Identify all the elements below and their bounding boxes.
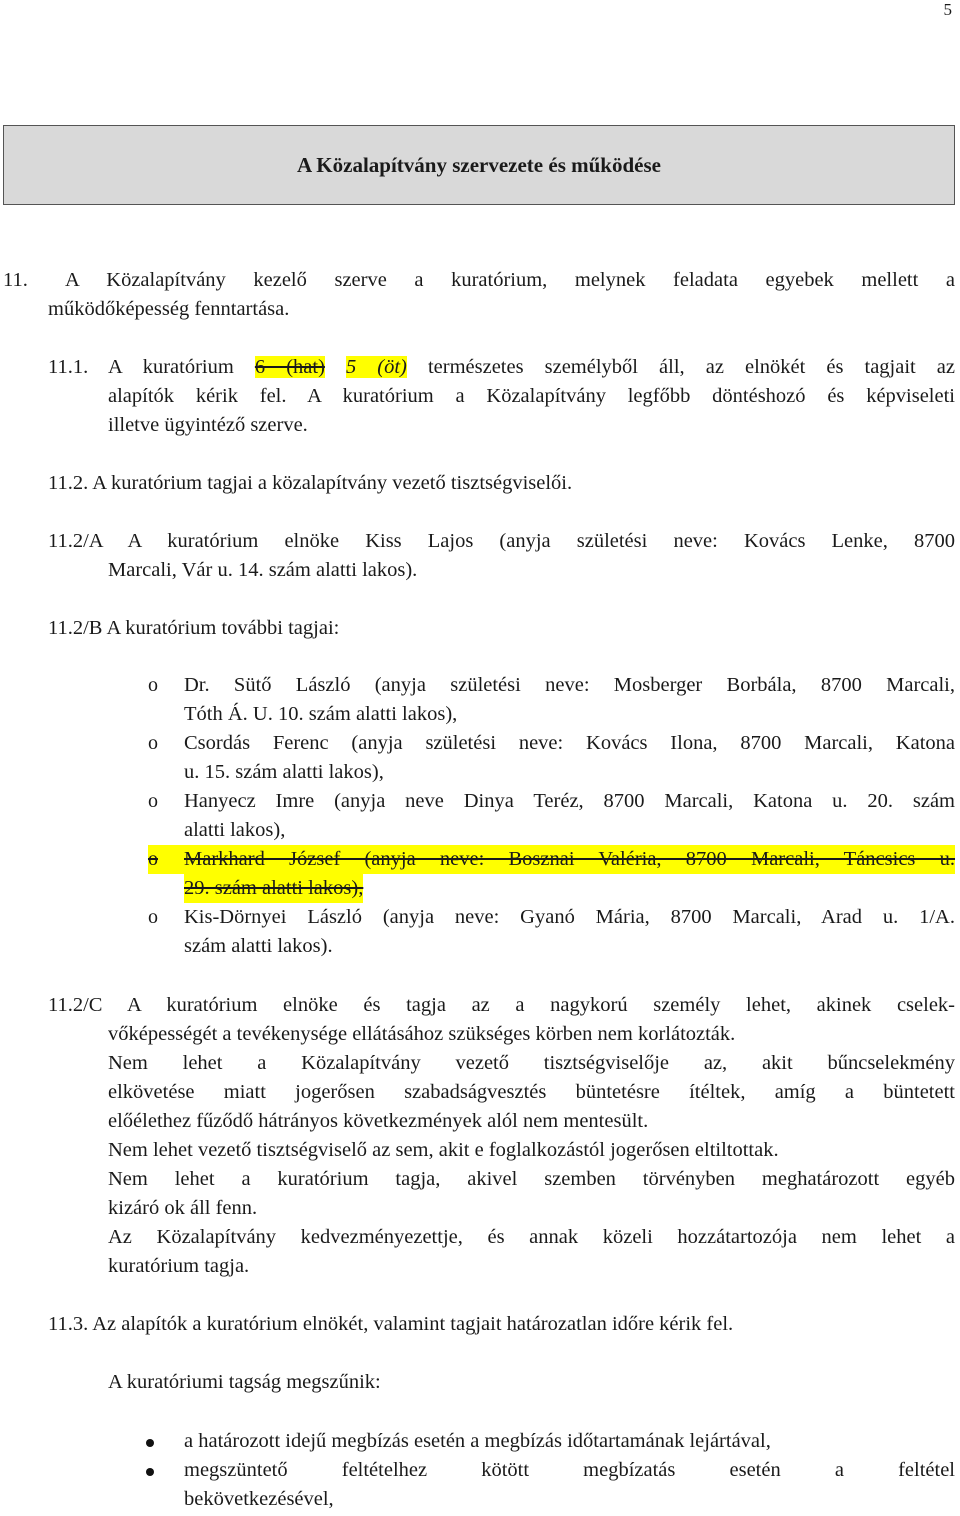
section-11-2c-p2-line1: Nem lehet a Közalapítvány vezető tisztségviselője az, akit bűncselekmény [108, 1052, 955, 1074]
section-11-1-line1 [108, 353, 955, 382]
member-5-line1: Kis-Dörnyei László (anyja neve: Gyanó Mária, 8700 Marcali, Arad u. 1/A. [184, 906, 955, 928]
member-5-line2: szám alatti lakos). [184, 935, 333, 957]
section-11-2c-p5-line1: Az Közalapítvány kedvezményezettje, és annak közeli hozzátartozója nem lehet a [108, 1226, 955, 1248]
section-11-line1: A Közalapítvány kezelő szerve a kuratórium, melynek feladata egyebek mellett a [65, 269, 955, 291]
member-4-line2-struck: 29. szám alatti lakos), [184, 874, 363, 903]
section-11-2a-line1: 11.2/A A kuratórium elnöke Kiss Lajos (anyja születési neve: Kovács Lenke, 8700 [48, 530, 955, 552]
section-11-2c-p2-line3: előélethez fűződő hátrányos következmények alól nem mentesült. [108, 1110, 649, 1132]
member-1-line1: Dr. Sütő László (anyja születési neve: Mosberger Borbála, 8700 Marcali, [184, 674, 955, 696]
member-1-line2: Tóth Á. U. 10. szám alatti lakos), [184, 703, 458, 725]
section-11-3: 11.3. Az alapítók a kuratórium elnökét, valamint tagjait határozatlan időre kérik fel. [48, 1313, 734, 1335]
list-bullet: o [148, 906, 158, 928]
list-bullet: o [148, 674, 158, 696]
member-3-line2: alatti lakos), [184, 819, 286, 841]
member-3-line1: Hanyecz Imre (anyja neve Dinya Teréz, 8700 Marcali, Katona u. 20. szám [184, 790, 955, 812]
termination-item-2-line2: bekövetkezésével, [184, 1488, 334, 1510]
section-11-1-post: természetes személyből áll, az elnökét és tagjait az [427, 356, 956, 378]
section-11-2a-line2: Marcali, Vár u. 14. szám alatti lakos). [108, 559, 418, 581]
member-4-line1-struck: Markhard József (anyja neve: Bosznai Valéria, 8700 Marcali, Táncsics u. [184, 845, 955, 874]
section-11-1-line2: alapítók kérik fel. A kuratórium a Közalapítvány legfőbb döntéshozó és képviseleti [108, 385, 955, 407]
section-11-line2: működőképesség fenntartása. [48, 298, 290, 320]
section-11-2c-p5-line2: kuratórium tagja. [108, 1255, 250, 1277]
section-11-1-number: 11.1. [48, 356, 89, 378]
page-number: 5 [943, 0, 952, 19]
section-11-1-line3: illetve ügyintéző szerve. [108, 414, 308, 436]
section-11-1-pre: A kuratórium [108, 356, 234, 378]
list-bullet: o [148, 845, 184, 874]
struck-text: 6 (hat) [254, 356, 325, 378]
bullet-dot-icon [146, 1468, 154, 1476]
page-title: A Közalapítvány szervezete és működése [297, 152, 661, 177]
section-11-2c-p4-line1: Nem lehet a kuratórium tagja, akivel szemben törvényben meghatározott egyéb [108, 1168, 955, 1190]
termination-item-1: a határozott idejű megbízás esetén a megbízás időtartamának lejártával, [184, 1430, 771, 1452]
section-11-2c-line1: 11.2/C A kuratórium elnöke és tagja az a nagykorú személy lehet, akinek cselek- [48, 994, 955, 1016]
amended-text: 5 (öt) [345, 356, 407, 378]
section-11-number: 11. [3, 269, 28, 291]
list-bullet: o [148, 732, 158, 754]
section-11-2c-p4-line2: kizáró ok áll fenn. [108, 1197, 258, 1219]
title-box [3, 125, 955, 205]
section-11-2: 11.2. A kuratórium tagjai a közalapítvány vezető tisztségviselői. [48, 472, 573, 494]
member-2-line2: u. 15. szám alatti lakos), [184, 761, 384, 783]
termination-heading: A kuratóriumi tagság megszűnik: [108, 1371, 381, 1393]
member-2-line1: Csordás Ferenc (anyja születési neve: Kovács Ilona, 8700 Marcali, Katona [184, 732, 955, 754]
bullet-dot-icon [146, 1439, 154, 1447]
section-11-2c-p3-line1: Nem lehet vezető tisztségviselő az sem, akit e foglalkozástól jogerősen eltiltottak. [108, 1139, 779, 1161]
termination-item-2-line1: megszüntető feltételhez kötött megbízatás esetén a feltétel [184, 1459, 955, 1481]
list-bullet: o [148, 790, 158, 812]
section-11-2c-line2: vőképességét a tevékenysége ellátásához szükséges körben nem korlátozták. [108, 1023, 736, 1045]
section-11-2b: 11.2/B A kuratórium további tagjai: [48, 617, 340, 639]
section-11-2c-p2-line2: elkövetése miatt jogerősen szabadságvesztés büntetésre ítéltek, amíg a büntetett [108, 1081, 955, 1103]
